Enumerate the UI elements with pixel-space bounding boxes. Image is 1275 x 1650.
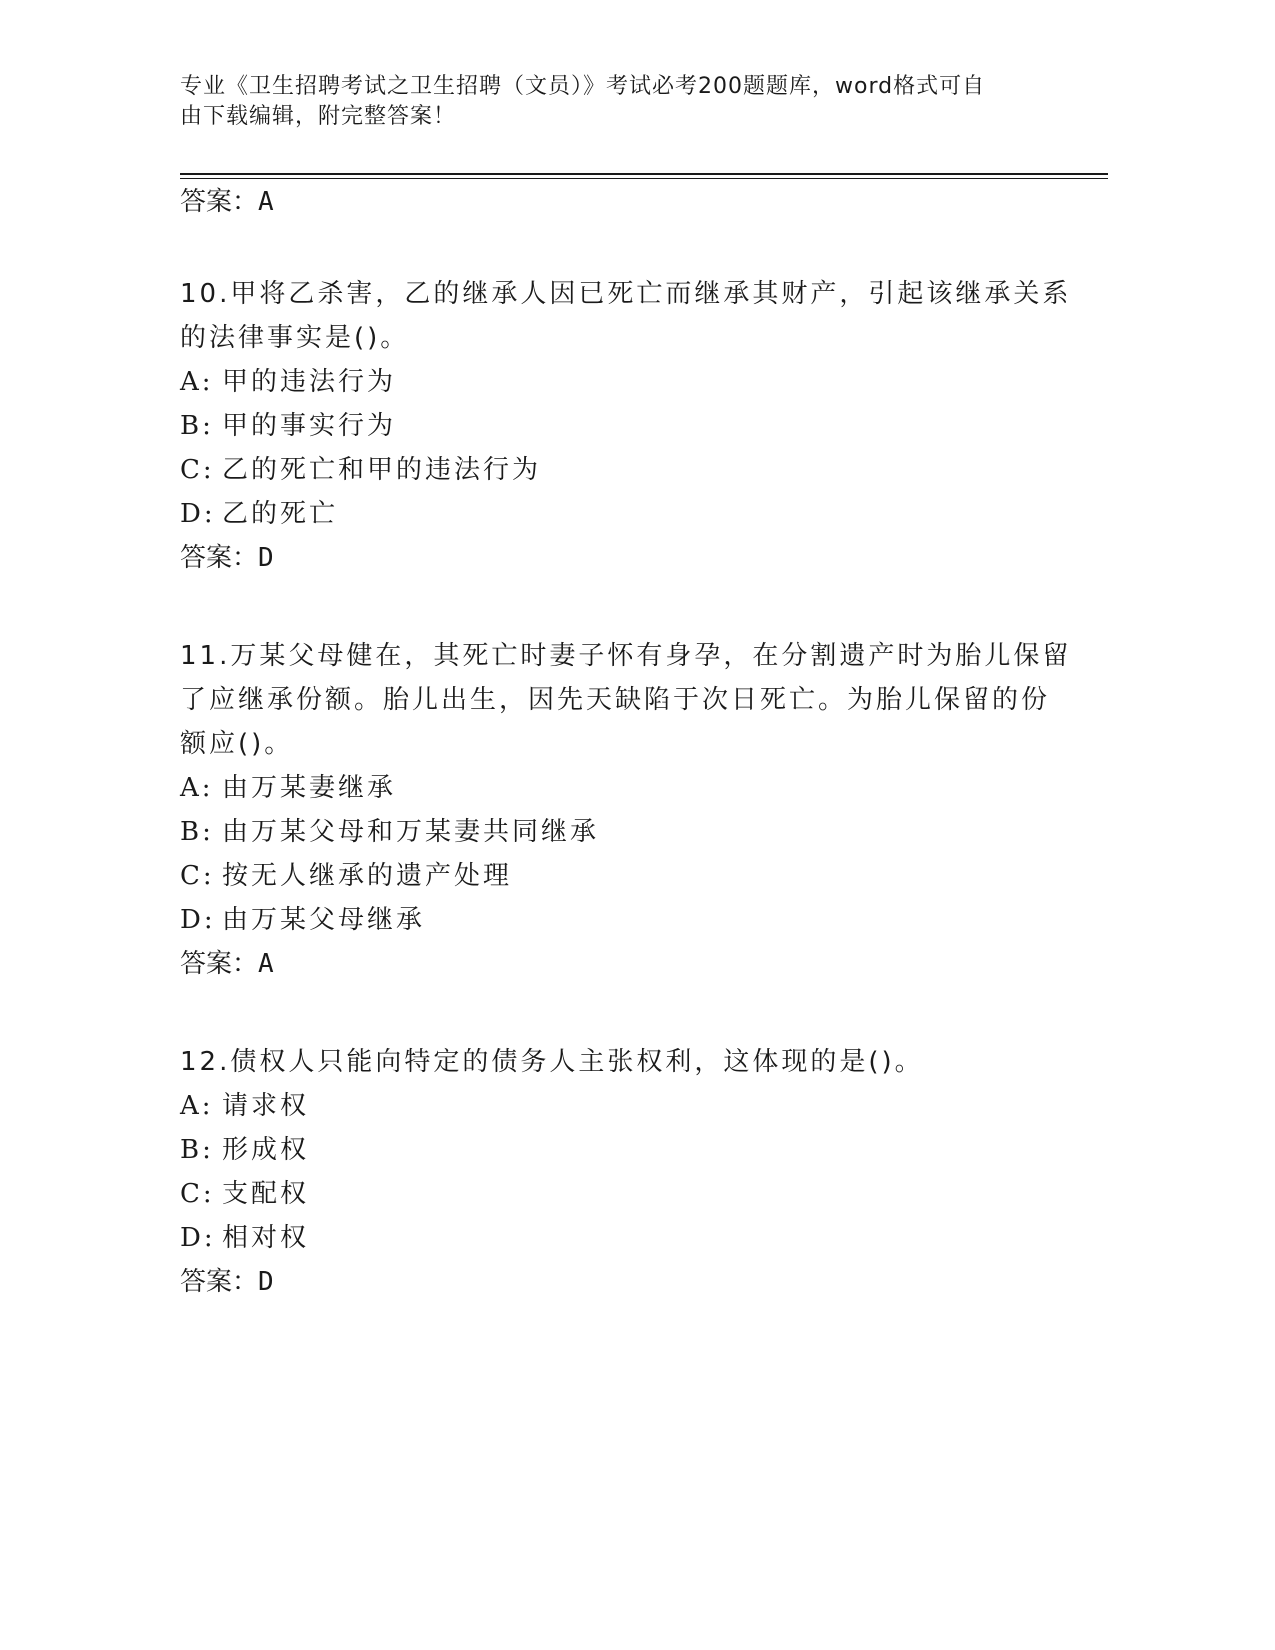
- option-letter: C:: [180, 455, 215, 485]
- header-divider-thin: [180, 178, 1108, 179]
- option-text: 由万某父母和万某妻共同继承: [222, 817, 600, 847]
- option-text: 支配权: [222, 1179, 310, 1209]
- option-letter: A:: [180, 1091, 214, 1121]
- document-header: [180, 72, 1040, 132]
- answer-line: [180, 1260, 1080, 1304]
- question-block: [180, 272, 1080, 580]
- header-line-2: 由下载编辑，附完整答案！: [180, 104, 457, 129]
- question-stem-line: 11.万某父母健在，其死亡时妻子怀有身孕，在分割遗产时为胎儿保留: [180, 641, 1072, 671]
- option-c: [180, 854, 1080, 898]
- option-d: [180, 898, 1080, 942]
- question-stem-line: 额应()。: [180, 729, 294, 759]
- option-text: 乙的死亡: [222, 499, 339, 529]
- option-text: 甲的违法行为: [222, 367, 397, 397]
- option-b: [180, 404, 1080, 448]
- option-b: [180, 810, 1080, 854]
- question-block: [180, 634, 1080, 986]
- option-text: 请求权: [222, 1091, 310, 1121]
- option-text: 甲的事实行为: [222, 411, 397, 441]
- document-body: [180, 186, 1080, 1304]
- option-letter: B:: [180, 817, 214, 847]
- option-c: [180, 1172, 1080, 1216]
- question-stem-line: 了应继承份额。胎儿出生，因先天缺陷于次日死亡。为胎儿保留的份: [180, 685, 1051, 715]
- option-letter: C:: [180, 1179, 215, 1209]
- answer-label: 答案：: [180, 949, 259, 979]
- question-stem-line: 的法律事实是()。: [180, 323, 410, 353]
- answer-line: [180, 536, 1080, 580]
- option-text: 形成权: [222, 1135, 310, 1165]
- option-d: [180, 1216, 1080, 1260]
- option-letter: C:: [180, 861, 215, 891]
- option-letter: B:: [180, 1135, 214, 1165]
- answer-line: [180, 942, 1080, 986]
- answer-label: 答案：: [180, 187, 259, 217]
- option-d: [180, 492, 1080, 536]
- option-text: 按无人继承的遗产处理: [222, 861, 513, 891]
- header-line-1: 专业《卫生招聘考试之卫生招聘（文员）》考试必考200题题库，word格式可自: [180, 74, 986, 99]
- option-a: [180, 360, 1080, 404]
- option-letter: A:: [180, 367, 214, 397]
- option-a: [180, 766, 1080, 810]
- answer-value: A: [258, 949, 274, 979]
- answer-label: 答案：: [180, 543, 259, 573]
- option-letter: D:: [180, 905, 216, 935]
- option-letter: D:: [180, 1223, 216, 1253]
- answer-label: 答案：: [180, 1267, 259, 1297]
- answer-value: D: [258, 1267, 274, 1297]
- option-letter: D:: [180, 499, 216, 529]
- answer-value: A: [258, 187, 274, 217]
- option-text: 乙的死亡和甲的违法行为: [222, 455, 542, 485]
- option-text: 由万某父母继承: [222, 905, 426, 935]
- option-letter: B:: [180, 411, 214, 441]
- header-divider-thick: [180, 173, 1108, 175]
- option-text: 由万某妻继承: [222, 773, 397, 803]
- question-stem-line: 12.债权人只能向特定的债务人主张权利，这体现的是()。: [180, 1047, 924, 1077]
- answer-value: D: [258, 543, 274, 573]
- answer-line: [180, 186, 1080, 218]
- option-letter: A:: [180, 773, 214, 803]
- option-text: 相对权: [222, 1223, 310, 1253]
- option-c: [180, 448, 1080, 492]
- question-stem-line: 10.甲将乙杀害，乙的继承人因已死亡而继承其财产，引起该继承关系: [180, 279, 1072, 309]
- question-block: [180, 1040, 1080, 1304]
- option-b: [180, 1128, 1080, 1172]
- option-a: [180, 1084, 1080, 1128]
